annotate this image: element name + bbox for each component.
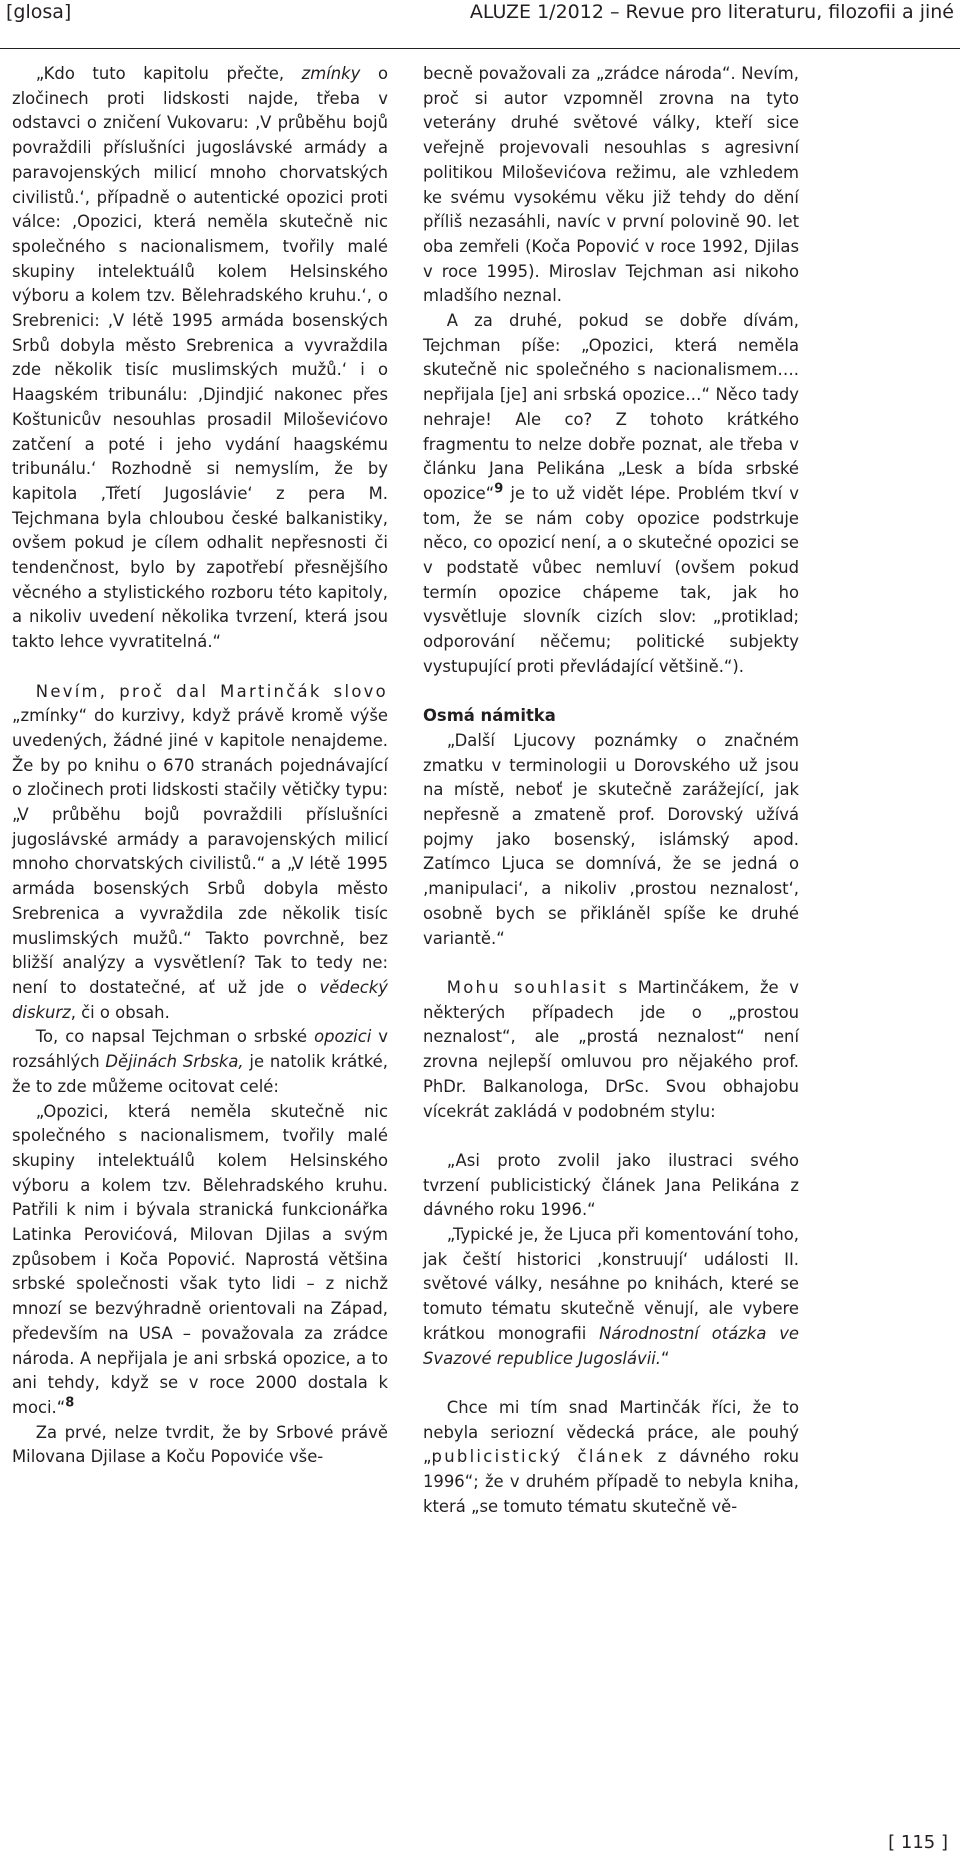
text-run: je natolik krátké, že to zde můžeme ocitovat celé: [12,1052,388,1096]
text-run: Za prvé, nelze tvrdit, že by Srbové právě Milovana Djilase a Koču Popoviće vše- [12,1422,388,1467]
text-run: becně považovali za „zrádce národa“. Nevím, proč si autor vzpomněl zrovna na tyto veterány druhé světové války, kteří sice veřejně projevovali nesouhlas s agresivní politikou Miloševićova režimu, ale vzhledem ke svému vysokému věku již tehdy do dění příliš nezasáhli, navíc v první polovině 90. let oba zemřeli (Koča Popović v roce 1992, Djilas v roce 1995). Miroslav Tejchman asi nikoho mladšího neznal. [423,64,799,306]
body-paragraph [423,976,799,1124]
spaced-run: Nevím, proč dal Martinčák slovo [35,681,388,701]
text-run: v rozsáhlých [12,1027,388,1072]
footnote-marker[interactable]: 8 [65,1395,75,1411]
text-run: „Kdo tuto kapitolu přečte, [35,64,302,83]
quote-paragraph [423,1223,799,1371]
text-run: To, co napsal Tejchman o srbské [35,1027,315,1047]
text-run: s Martinčákem, že v některých případech jde o „prostou neznalost“, ale „prostá neznalost“ není zrovna nejlepší omluvou pro nějakého prof. PhDr. Balkanologa, DrSc. Svou obhajobu vícekrát zakládá v podobném stylu: [423,977,799,1121]
footnote-marker[interactable]: 9 [494,481,504,497]
italic-run: Dějinách Srbska, [105,1052,244,1072]
page-number: [ 115 ] [888,1832,948,1853]
body-paragraph [12,680,388,1026]
text-run: o zločinech proti lidskosti najde, třeba v odstavci o zničení Vukovaru: ‚V průběhu bojů povraždili příslušníci jugoslávské armády a paravojenských milicí mnoho chorvatských civilistů.‘, případně o autentické opozici proti válce: ‚Opozici, která neměla skutečně nic společného s nacionalismem, tvořily malé skupiny intelektuálů kolem Helsinského výboru a kolem tzv. Bělehradského kruhu.‘, o Srebrenici: ‚V létě 1995 armáda bosenských Srbů dobyla město Srebrenica a vyvraždila zde několik tisíc muslimských mužů.‘ i o Haagském tribunálu: ‚Djindjić nakonec přes Koštunicův nesouhlas prosadil Miloševićovo zatčení a poté i jeho vydání haagskému tribunálu.‘ Rozhodně si nemyslím, že by kapitola ‚Třetí Jugoslávie‘ z pera M. Tejchmana byla chloubou české balkanistiky, ovšem pokud je cílem odhalit nepřesnosti či tendenčnost, bylo by zapotřebí přesnějšího věcného a stylistického rozboru této kapitoly, a nikoliv uvedení několika tvrzení, která jsou takto lehce vyvratitelná.“ [12,64,388,652]
body-paragraph [12,1421,388,1470]
body-paragraph [12,1025,388,1099]
text-run: A za druhé, pokud se dobře dívám, Tejchman píše: „Opozici, která neměla skutečně nic společného s nacionalismem…. nepřijala [je] ani srbská opozice…“ Něco tady nehraje! Ale co? Z tohoto krátkého fragmentu to nelze dobře poznat, ale třeba v článku Jana Pelikána „Lesk a bída srbské opozice“ [423,311,799,503]
italic-run: Národnostní otázka ve Svazové republice Jugoslávii. [423,1323,799,1368]
text-run: „Asi proto zvolil jako ilustraci svého tvrzení publicistický článek Jana Pelikána z dávného roku 1996.“ [423,1150,799,1220]
quote-paragraph [12,62,388,655]
text-run: „Další Ljucovy poznámky o značném zmatku v terminologii u Dorovského už jsou na místě, neboť je skutečně zarážející, jak nepřesně a zmateně prof. Dorovský užívá pojmy jako bosenský, islámský apod. Zatímco Ljuca se domnívá, že se jedná o ‚manipulaci‘, a nikoliv ‚prostou neznalost‘, osobně bych se přikláněl spíše ke druhé variantě.“ [423,730,799,948]
text-run: z dávného roku 1996“; že v druhém případě to nebyla kniha, která „se tomuto tématu skutečně vě- [423,1447,799,1516]
quote-paragraph [423,1149,799,1223]
section-label: [glosa] [6,1,72,23]
right-column [423,62,799,1519]
left-column [12,62,388,1470]
running-header [0,0,960,49]
quote-paragraph [423,729,799,951]
text-run: „zmínky“ do kurzivy, když právě kromě výše uvedených, žádné jiné v kapitole nenajdeme. Že by po knihu o 670 stranách pojednávající o zločinech proti lidskosti stačily větičky typu: „V průběhu bojů povraždili příslušníci jugoslávské armády a paravojenských milicí mnoho chorvatských civilistů.“ a „V létě 1995 armáda bosenských Srbů dobyla město Srebrenica a vyvraždila zde několik tisíc muslimských mužů.“ Takto povrchně, bez bližší analýzy a vysvětlení? Tak to tedy ne: není to dostatečné, ať už jde o [12,706,388,997]
spaced-run: publicistický článek [431,1447,645,1467]
text-run: Chce mi tím snad Martinčák říci, že to nebyla seriozní vědecká práce, ale pouhý „ [423,1397,799,1467]
text-run: , či o obsah. [70,1002,170,1022]
text-run: „Opozici, která neměla skutečně nic společného s nacionalismem, tvořily malé skupiny intelektuálů kolem Helsinského výboru a kolem tzv. Bělehradského kruhu. Patřili k nim i bývala stranická funkcionářka Latinka Perovićová, Milovan Djilas a svým způsobem i Koča Popović. Naprostá většina srbské společnosti však tyto lidi – z nichž mnozí se bezvýhradně orientovali na Západ, především na USA – považovala za zrádce národa. A nepřijala je ani srbská opozice, a to ani tehdy, když se v roce 2000 dostala k moci.“ [12,1101,388,1417]
italic-run: zmínky [301,64,361,83]
body-paragraph [423,1396,799,1520]
text-run: “ [661,1348,670,1368]
spaced-run: Mohu souhlasit [446,977,608,997]
section-heading: Osmá námitka [423,706,556,726]
italic-run: opozici [314,1027,372,1047]
body-paragraph [423,62,799,309]
italic-run: vědecký diskurz [12,978,388,1022]
text-run: je to už vidět lépe. Problém tkví v tom, že se nám coby opozice podstrkuje něco, co opozicí není, a o skutečné opozici se v podstatě vůbec nemluví (ovšem pokud termín opozice chápeme tak, jak ho vysvětluje slovník cizích slov: „protiklad; odporování něčemu; politické subjekty vystupující proti převládající většině.“). [423,483,799,676]
journal-title: ALUZE 1/2012 – Revue pro literaturu, filozofii a jiné [469,1,954,23]
body-paragraph [423,309,799,680]
quote-paragraph [12,1100,388,1421]
text-run: „Typické je, že Ljuca při komentování toho, jak čeští historici ‚konstruují‘ události II. světové války, nesáhne po knihách, které se tomuto tématu skutečně věnují, ale vybere krátkou monografii [423,1225,799,1343]
